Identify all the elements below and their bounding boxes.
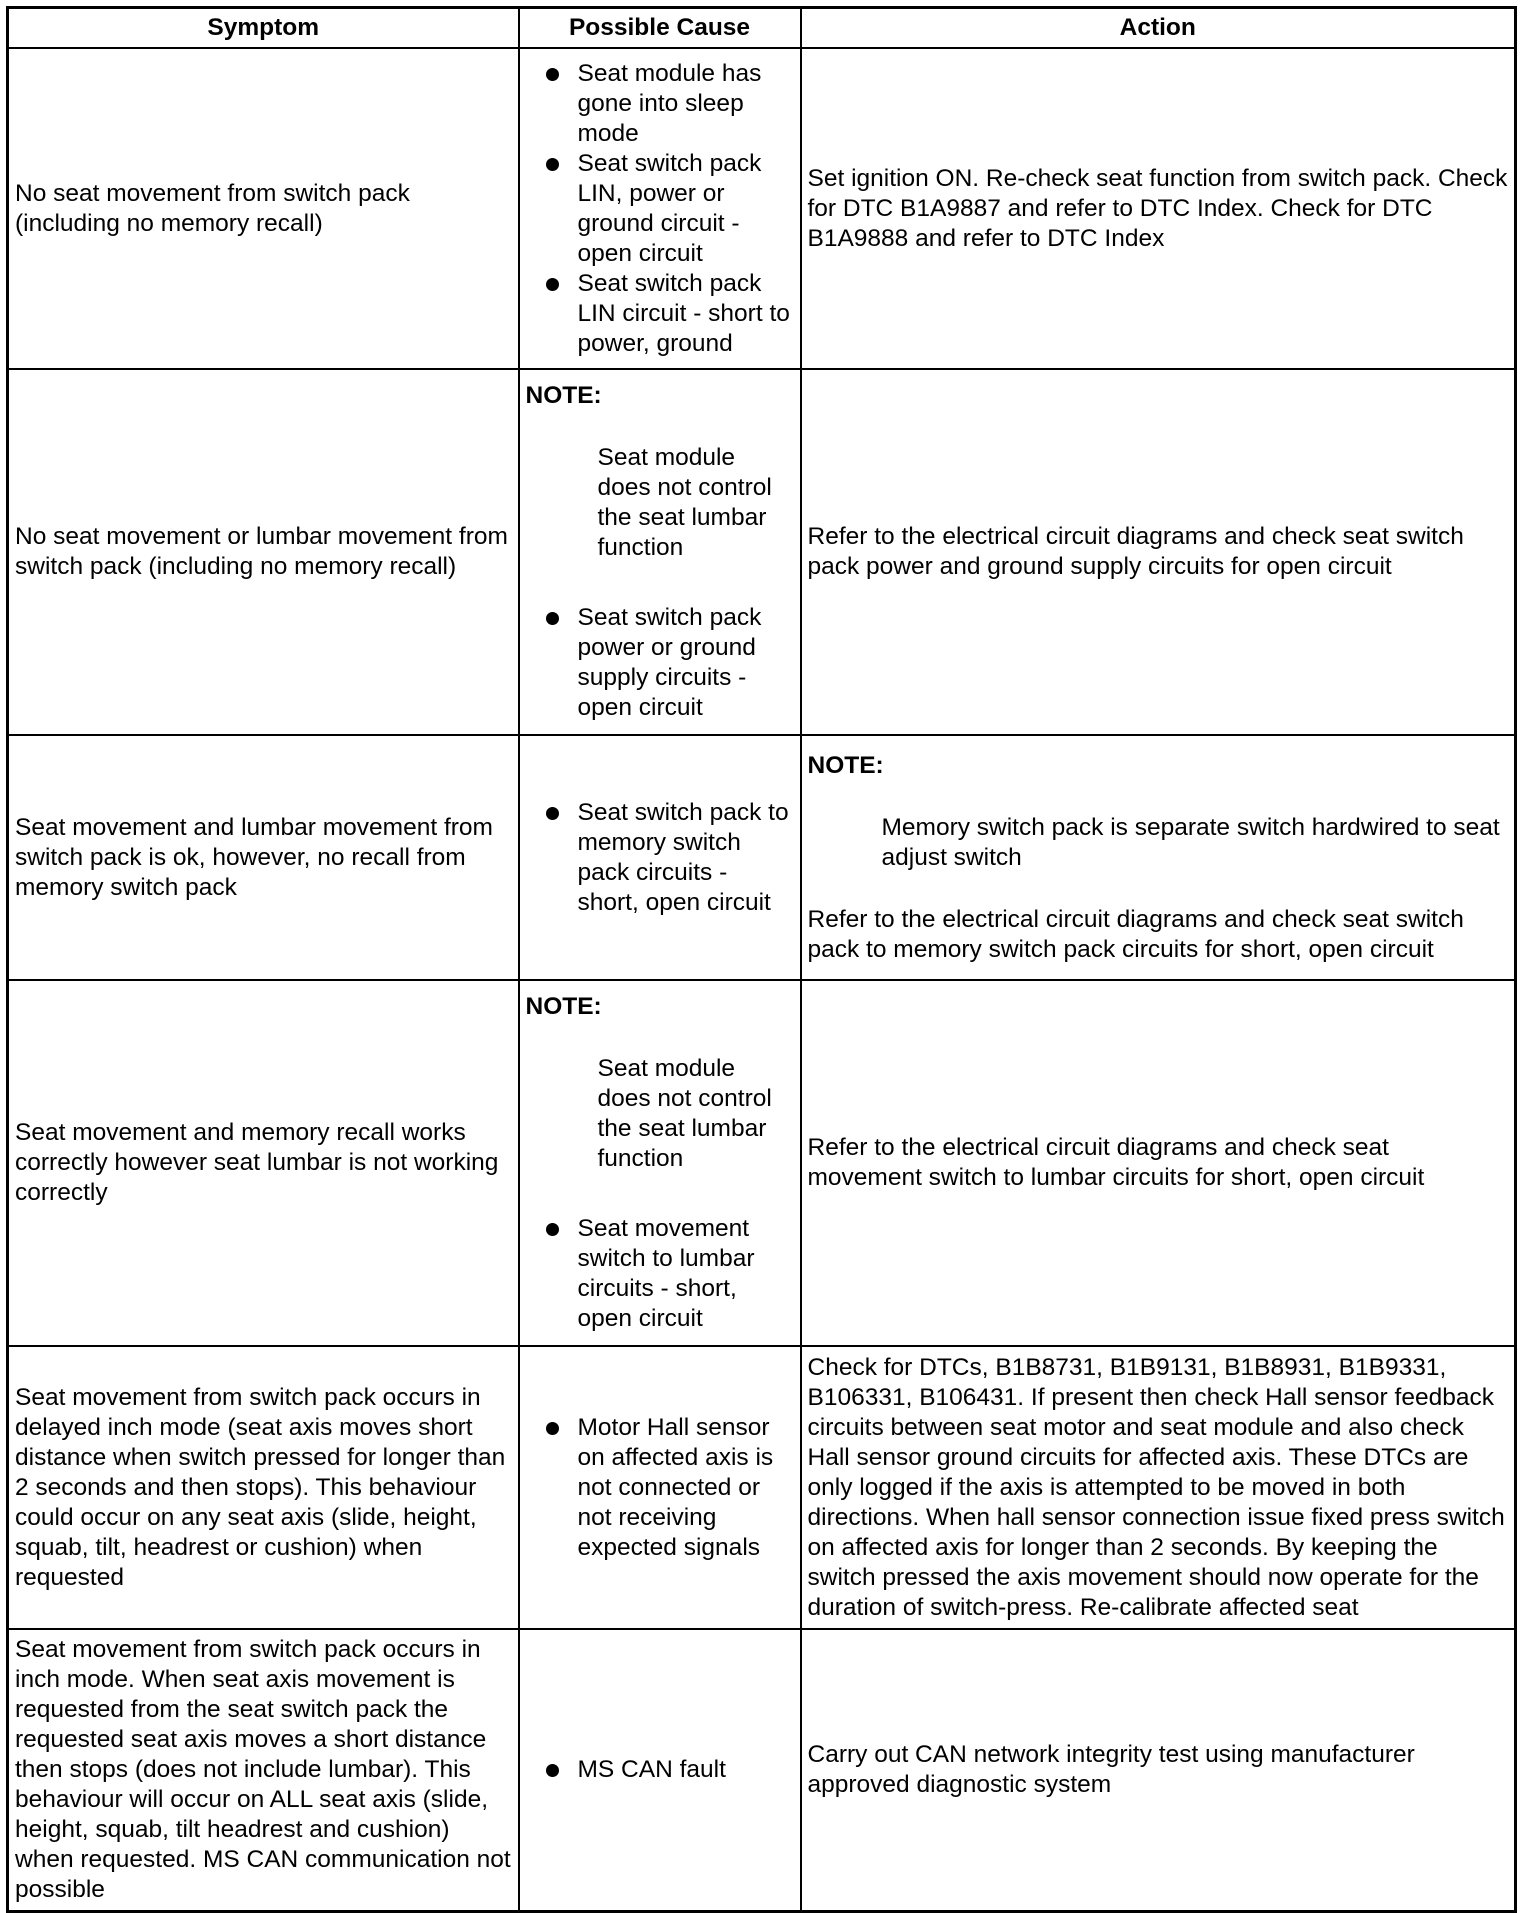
- list-item: [526, 1214, 794, 1334]
- note-text: Seat module does not control the seat lumbar function: [597, 1055, 772, 1172]
- symptom-cell: Seat movement from switch pack occurs in delayed inch mode (seat axis moves short distance when switch pressed for longer than 2 seconds and then stops). This behaviour could occur on any seat axis (slide, height, squab, tilt, headrest or cushion) when requested: [8, 1346, 519, 1629]
- action-text: Refer to the electrical circuit diagrams and check seat switch pack to memory switch pack circuits for short, open circuit: [807, 905, 1464, 963]
- bullet-icon: [546, 1223, 559, 1236]
- cause-text: Seat switch pack to memory switch pack circuits - short, open circuit: [577, 798, 789, 916]
- bullet-icon: [546, 612, 559, 625]
- list-item: [526, 603, 794, 723]
- note-label: NOTE:: [807, 751, 884, 779]
- action-cell: Refer to the electrical circuit diagrams and check seat movement switch to lumbar circuits for short, open circuit: [801, 980, 1516, 1346]
- diagnostic-table: [6, 6, 1517, 1913]
- table-row: [8, 48, 1516, 369]
- header-row: [8, 8, 1516, 49]
- symptom-cell: Seat movement and lumbar movement from switch pack is ok, however, no recall from memory switch pack: [8, 735, 519, 980]
- list-item: [526, 798, 794, 918]
- cause-list: [526, 59, 794, 359]
- cause-text: MS CAN fault: [577, 1755, 726, 1783]
- cause-cell: [519, 1346, 801, 1629]
- list-item: [526, 1413, 794, 1563]
- note-text: Memory switch pack is separate switch hardwired to seat adjust switch: [881, 813, 1500, 871]
- bullet-icon: [546, 158, 559, 171]
- cause-list: [526, 603, 794, 723]
- table-row: [8, 980, 1516, 1346]
- cause-text: Seat switch pack power or ground supply circuits - open circuit: [577, 604, 762, 721]
- symptom-cell: Seat movement and memory recall works correctly however seat lumbar is not working correctly: [8, 980, 519, 1346]
- cause-list: [526, 798, 794, 918]
- header-symptom: Symptom: [8, 8, 519, 49]
- note-text: Seat module does not control the seat lumbar function: [597, 444, 772, 561]
- table-row: [8, 735, 1516, 980]
- cause-text: Seat movement switch to lumbar circuits - short, open circuit: [577, 1215, 755, 1332]
- action-cell: Refer to the electrical circuit diagrams and check seat switch pack power and ground supply circuits for open circuit: [801, 369, 1516, 735]
- symptom-cell: Seat movement from switch pack occurs in inch mode. When seat axis movement is requested from the seat switch pack the requested seat axis moves a short distance then stops (does not include lumbar). This behaviour will occur on ALL seat axis (slide, height, squab, tilt headrest and cushion) when requested. MS CAN communication not possible: [8, 1629, 519, 1911]
- bullet-icon: [546, 807, 559, 820]
- cause-cell: [519, 48, 801, 369]
- list-item: [526, 1755, 794, 1785]
- bullet-icon: [546, 68, 559, 81]
- bullet-icon: [546, 1764, 559, 1777]
- cause-list: [526, 1214, 794, 1334]
- cause-cell: [519, 369, 801, 735]
- cause-text: Seat switch pack LIN, power or ground circuit - open circuit: [577, 149, 762, 267]
- cause-list: [526, 1755, 794, 1785]
- cause-list: [526, 1413, 794, 1563]
- note-label: NOTE:: [525, 993, 602, 1020]
- cause-cell: [519, 980, 801, 1346]
- note-label: NOTE:: [525, 382, 602, 409]
- symptom-cell: No seat movement from switch pack (including no memory recall): [8, 48, 519, 369]
- header-action: Action: [801, 8, 1516, 49]
- action-cell: [801, 735, 1516, 980]
- list-item: [526, 269, 794, 359]
- header-possible-cause: Possible Cause: [519, 8, 801, 49]
- action-cell: Carry out CAN network integrity test using manufacturer approved diagnostic system: [801, 1629, 1516, 1911]
- action-cell: Check for DTCs, B1B8731, B1B9131, B1B8931, B1B9331, B106331, B106431. If present then check Hall sensor feedback circuits between seat motor and seat module and also check Hall sensor ground circuits for affected axis. These DTCs are only logged if the axis is attempted to be moved in both directions. When hall sensor connection issue fixed press switch on affected axis for longer than 2 seconds. By keeping the switch pressed the axis movement should now operate for the duration of switch-press. Re-calibrate affected seat: [801, 1346, 1516, 1629]
- bullet-icon: [546, 278, 559, 291]
- list-item: [526, 59, 794, 149]
- bullet-icon: [546, 1422, 559, 1435]
- cause-text: Seat switch pack LIN circuit - short to power, ground: [577, 269, 790, 357]
- action-cell: Set ignition ON. Re-check seat function from switch pack. Check for DTC B1A9887 and refer to DTC Index. Check for DTC B1A9888 and refer to DTC Index: [801, 48, 1516, 369]
- symptom-cell: No seat movement or lumbar movement from switch pack (including no memory recall): [8, 369, 519, 735]
- cause-text: Seat module has gone into sleep mode: [577, 59, 762, 147]
- table-row: [8, 1346, 1516, 1629]
- table-row: [8, 1629, 1516, 1911]
- cause-cell: [519, 735, 801, 980]
- cause-cell: [519, 1629, 801, 1911]
- cause-text: Motor Hall sensor on affected axis is not connected or not receiving expected signals: [577, 1413, 774, 1561]
- list-item: [526, 149, 794, 269]
- table-row: [8, 369, 1516, 735]
